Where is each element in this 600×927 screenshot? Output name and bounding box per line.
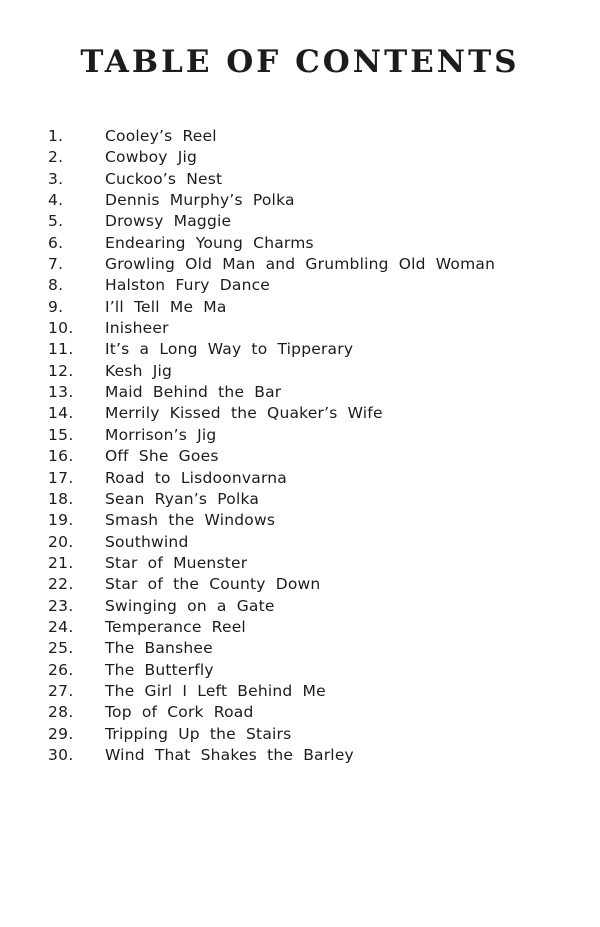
toc-entry-title: Halston Fury Dance — [105, 276, 271, 295]
toc-entry-number: 21. — [48, 553, 74, 572]
toc-entry-title: Morrison’s Jig — [105, 425, 217, 444]
toc-entry-title: Temperance Reel — [105, 617, 246, 636]
toc-entry-title: Star of Muenster — [105, 553, 248, 572]
toc-entry-title: The Butterfly — [105, 660, 214, 679]
toc-entry — [48, 553, 584, 574]
toc-entry — [48, 275, 584, 296]
toc-entry — [48, 489, 584, 510]
toc-entry — [48, 382, 584, 403]
toc-entry-number: 5. — [48, 212, 64, 231]
toc-entry-title: Sean Ryan’s Polka — [105, 489, 260, 508]
toc-entry — [48, 468, 584, 489]
toc-entry — [48, 510, 584, 531]
toc-entry-title: Off She Goes — [105, 447, 219, 466]
toc-entry-title: Kesh Jig — [105, 361, 173, 380]
toc-entry-title: Swinging on a Gate — [105, 596, 275, 615]
toc-entry — [48, 638, 584, 659]
toc-entry-number: 27. — [48, 681, 74, 700]
toc-entry-number: 18. — [48, 489, 74, 508]
toc-entry-title: Tripping Up the Stairs — [105, 724, 292, 743]
toc-entry — [48, 660, 584, 681]
toc-entry-number: 19. — [48, 511, 74, 530]
toc-entry-number: 20. — [48, 532, 74, 551]
toc-entry-title: Dennis Murphy’s Polka — [105, 191, 295, 210]
toc-entry — [48, 702, 584, 723]
toc-entry-title: Road to Lisdoonvarna — [105, 468, 287, 487]
toc-entry-title: Wind That Shakes the Barley — [105, 745, 354, 764]
toc-entry — [48, 446, 584, 467]
toc-entry-number: 12. — [48, 361, 74, 380]
toc-entry — [48, 745, 584, 766]
toc-entry-title: Growling Old Man and Grumbling Old Woman — [105, 255, 496, 274]
toc-entry-number: 2. — [48, 148, 64, 167]
toc-entry-title: The Banshee — [105, 639, 213, 658]
page-title: TABLE OF CONTENTS — [80, 44, 520, 80]
toc-entry-title: It’s a Long Way to Tipperary — [105, 340, 354, 359]
toc-entry-number: 23. — [48, 596, 74, 615]
toc-entry-number: 22. — [48, 575, 74, 594]
toc-entry-title: Southwind — [105, 532, 189, 551]
toc-entry — [48, 425, 584, 446]
toc-entry — [48, 211, 584, 232]
toc-entry-number: 13. — [48, 383, 74, 402]
toc-entry-title: Maid Behind the Bar — [105, 383, 282, 402]
toc-entry-title: Cooley’s Reel — [105, 127, 217, 145]
toc-entry-number: 6. — [48, 233, 64, 252]
toc-entry — [48, 339, 584, 360]
toc-entry-number: 11. — [48, 340, 74, 359]
toc-entry — [48, 724, 584, 745]
toc-entry-number: 8. — [48, 276, 64, 295]
toc-entry-number: 26. — [48, 660, 74, 679]
toc-entry-title: Top of Cork Road — [105, 703, 254, 722]
toc-entry — [48, 147, 584, 168]
toc-entry — [48, 318, 584, 339]
toc-entry — [48, 596, 584, 617]
toc-entry-title: Cuckoo’s Nest — [105, 169, 223, 188]
toc-entry-number: 4. — [48, 191, 64, 210]
toc-entry — [48, 233, 584, 254]
toc-entry-title: Merrily Kissed the Quaker’s Wife — [105, 404, 383, 423]
toc-entry-title: Endearing Young Charms — [105, 233, 314, 252]
toc-entry-title: Smash the Windows — [105, 511, 276, 530]
toc-entry — [48, 126, 584, 147]
toc-entry — [48, 361, 584, 382]
toc-entry-number: 3. — [48, 169, 64, 188]
toc-entry — [48, 403, 584, 424]
toc-entry-number: 25. — [48, 639, 74, 658]
toc-entry — [48, 297, 584, 318]
toc-entry-title: The Girl I Left Behind Me — [105, 681, 326, 700]
toc-entry-title: I’ll Tell Me Ma — [105, 297, 227, 316]
toc-entry-number: 17. — [48, 468, 74, 487]
toc-entry — [48, 532, 584, 553]
toc-entry — [48, 254, 584, 275]
toc-list — [48, 126, 584, 766]
toc-entry-number: 10. — [48, 319, 74, 338]
toc-entry-title: Cowboy Jig — [105, 148, 198, 167]
toc-entry-title: Inisheer — [105, 319, 169, 338]
toc-entry — [48, 169, 584, 190]
toc-entry — [48, 681, 584, 702]
toc-entry-number: 14. — [48, 404, 74, 423]
toc-entry-title: Star of the County Down — [105, 575, 321, 594]
toc-entry-number: 7. — [48, 255, 64, 274]
toc-entry-number: 9. — [48, 297, 64, 316]
toc-entry-number: 16. — [48, 447, 74, 466]
toc-entry — [48, 574, 584, 595]
toc-entry — [48, 617, 584, 638]
toc-entry-number: 15. — [48, 425, 74, 444]
toc-entry-number: 28. — [48, 703, 74, 722]
toc-entry-number: 29. — [48, 724, 74, 743]
toc-entry-title: Drowsy Maggie — [105, 212, 232, 231]
toc-entry — [48, 190, 584, 211]
toc-entry-number: 30. — [48, 745, 74, 764]
toc-entry-number: 1. — [48, 127, 64, 145]
toc-entry-number: 24. — [48, 617, 74, 636]
